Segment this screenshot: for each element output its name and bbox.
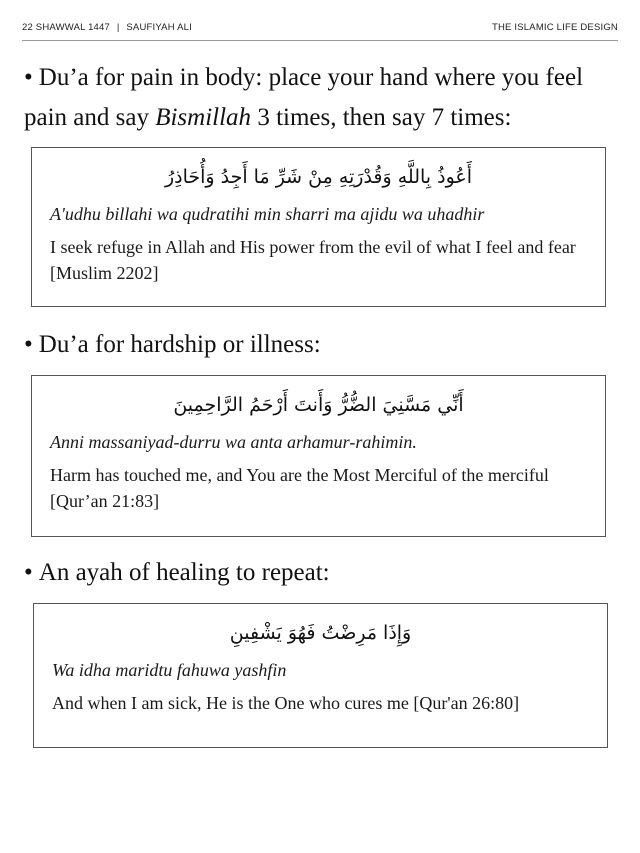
section-1-intro-text: Du’a for pain in body: place your hand where you feel pain and say — [24, 64, 584, 131]
transliteration: Wa idha maridtu fahuwa yashfin — [52, 660, 287, 680]
header-brand: THE ISLAMIC LIFE DESIGN — [491, 22, 618, 33]
section-3-intro-text: An ayah of healing to repeat: — [38, 559, 330, 586]
section-1-intro-emphasis: Bismillah — [155, 104, 252, 131]
dua-card-3 — [33, 603, 608, 748]
header-separator: | — [116, 22, 120, 33]
header-author: SAUFIYAH ALI — [126, 22, 192, 33]
arabic-text: وَإِذَا مَرِضْتُ فَهُوَ يَشْفِينِ — [229, 622, 412, 644]
arabic-text: أَنِّي مَسَّنِيَ الضُّرُّ وَأَنتَ أَرْحَمُ الرَّاحِمِينَ — [173, 394, 464, 416]
bullet-point: • — [24, 64, 33, 91]
arabic-text: أَعُوذُ بِاللَّهِ وَقُدْرَتِهِ مِنْ شَرِّ مَا أَجِدُ وَأُحَاذِرُ — [164, 166, 473, 188]
bullet-point: • — [24, 559, 33, 586]
bullet-point: • — [24, 331, 33, 358]
dua-card-1 — [31, 147, 606, 307]
section-2-intro-text: Du’a for hardship or illness: — [38, 331, 321, 358]
section-1-intro — [24, 58, 616, 138]
transliteration: Anni massaniyad-durru wa anta arhamur-rahimin. — [50, 432, 417, 452]
header-date: 22 SHAWWAL 1447 — [22, 22, 111, 33]
translation: Harm has touched me, and You are the Most Merciful of the merciful [Qur’an 21:83] — [50, 465, 549, 511]
header-left — [22, 22, 192, 33]
translation: And when I am sick, He is the One who cures me [Qur'an 26:80] — [52, 693, 520, 713]
transliteration: A'udhu billahi wa qudratihi min sharri ma ajidu wa uhadhir — [50, 204, 485, 224]
section-1-intro-tail: 3 times, then say 7 times: — [251, 104, 512, 131]
dua-card-2 — [31, 375, 606, 537]
section-2-intro — [24, 325, 616, 365]
translation: I seek refuge in Allah and His power from the evil of what I feel and fear [Muslim 2202] — [50, 237, 576, 283]
section-3-intro — [24, 553, 616, 593]
page-header — [22, 14, 618, 41]
